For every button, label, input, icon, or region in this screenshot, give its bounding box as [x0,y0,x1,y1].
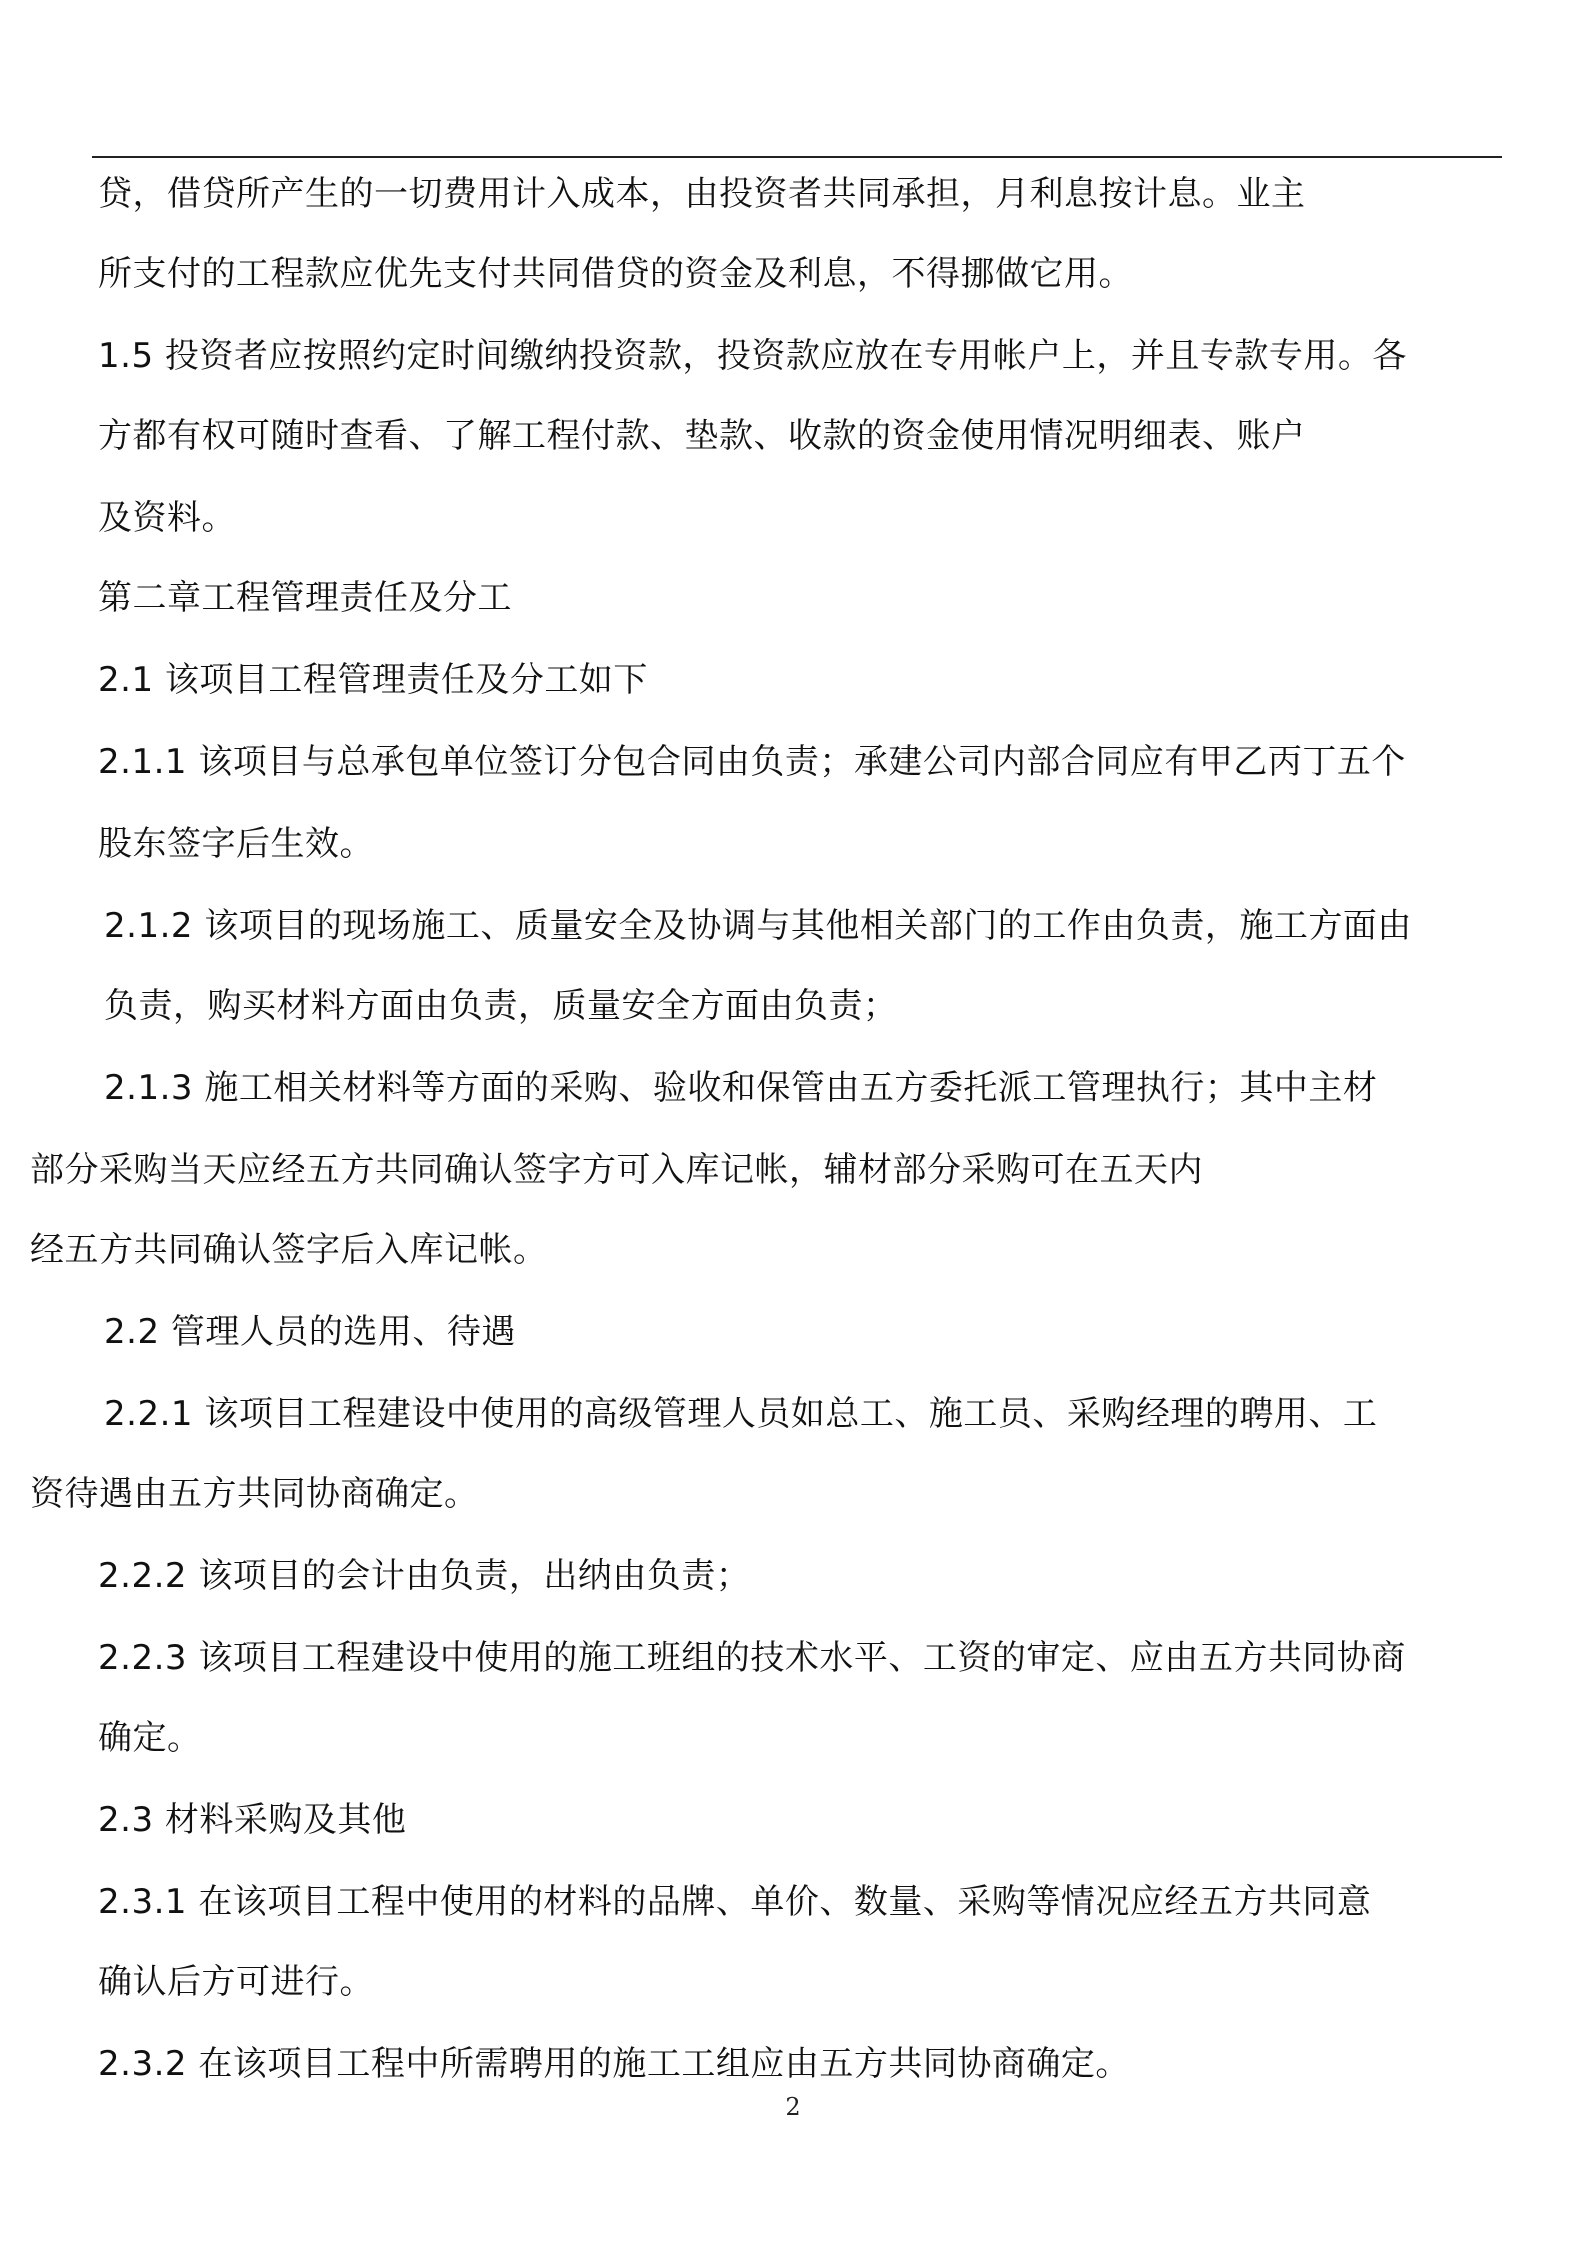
text-line: 2.2.1 该项目工程建设中使用的高级管理人员如总工、施工员、采购经理的聘用、工 [104,1394,1378,1434]
text-line: 资待遇由五方共同协商确定。 [30,1474,479,1514]
header-rule [92,156,1502,158]
text-line: 及资料。 [98,498,236,538]
page-number: 2 [785,2093,801,2121]
text-line: 2.2.3 该项目工程建设中使用的施工班组的技术水平、工资的审定、应由五方共同协商 [98,1638,1406,1678]
text-line: 方都有权可随时查看、了解工程付款、垫款、收款的资金使用情况明细表、账户 [98,416,1306,456]
text-line: 部分采购当天应经五方共同确认签字方可入库记帐，辅材部分采购可在五天内 [30,1150,1203,1190]
section-heading: 2.1 该项目工程管理责任及分工如下 [98,660,648,700]
section-heading: 2.2 管理人员的选用、待遇 [104,1312,516,1352]
text-line: 负责，购买材料方面由负责，质量安全方面由负责； [104,986,898,1026]
text-line: 2.3.2 在该项目工程中所需聘用的施工工组应由五方共同协商确定。 [98,2044,1130,2084]
text-line: 经五方共同确认签字后入库记帐。 [30,1230,548,1270]
text-line: 2.1.2 该项目的现场施工、质量安全及协调与其他相关部门的工作由负责，施工方面由 [104,906,1412,946]
text-line: 股东签字后生效。 [98,824,374,864]
text-line: 确定。 [98,1718,202,1758]
text-line: 贷，借贷所产生的一切费用计入成本，由投资者共同承担，月利息按计息。业主 [98,174,1306,214]
text-line: 1.5 投资者应按照约定时间缴纳投资款，投资款应放在专用帐户上，并且专款专用。各 [98,336,1407,376]
text-line: 确认后方可进行。 [98,1962,374,2002]
text-line: 2.3.1 在该项目工程中使用的材料的品牌、单价、数量、采购等情况应经五方共同意 [98,1882,1372,1922]
chapter-heading: 第二章工程管理责任及分工 [98,578,512,618]
text-line: 所支付的工程款应优先支付共同借贷的资金及利息，不得挪做它用。 [98,254,1133,294]
text-line: 2.2.2 该项目的会计由负责，出纳由负责； [98,1556,751,1596]
text-line: 2.1.3 施工相关材料等方面的采购、验收和保管由五方委托派工管理执行；其中主材 [104,1068,1378,1108]
text-line: 2.1.1 该项目与总承包单位签订分包合同由负责；承建公司内部合同应有甲乙丙丁五个 [98,742,1406,782]
section-heading: 2.3 材料采购及其他 [98,1800,407,1840]
